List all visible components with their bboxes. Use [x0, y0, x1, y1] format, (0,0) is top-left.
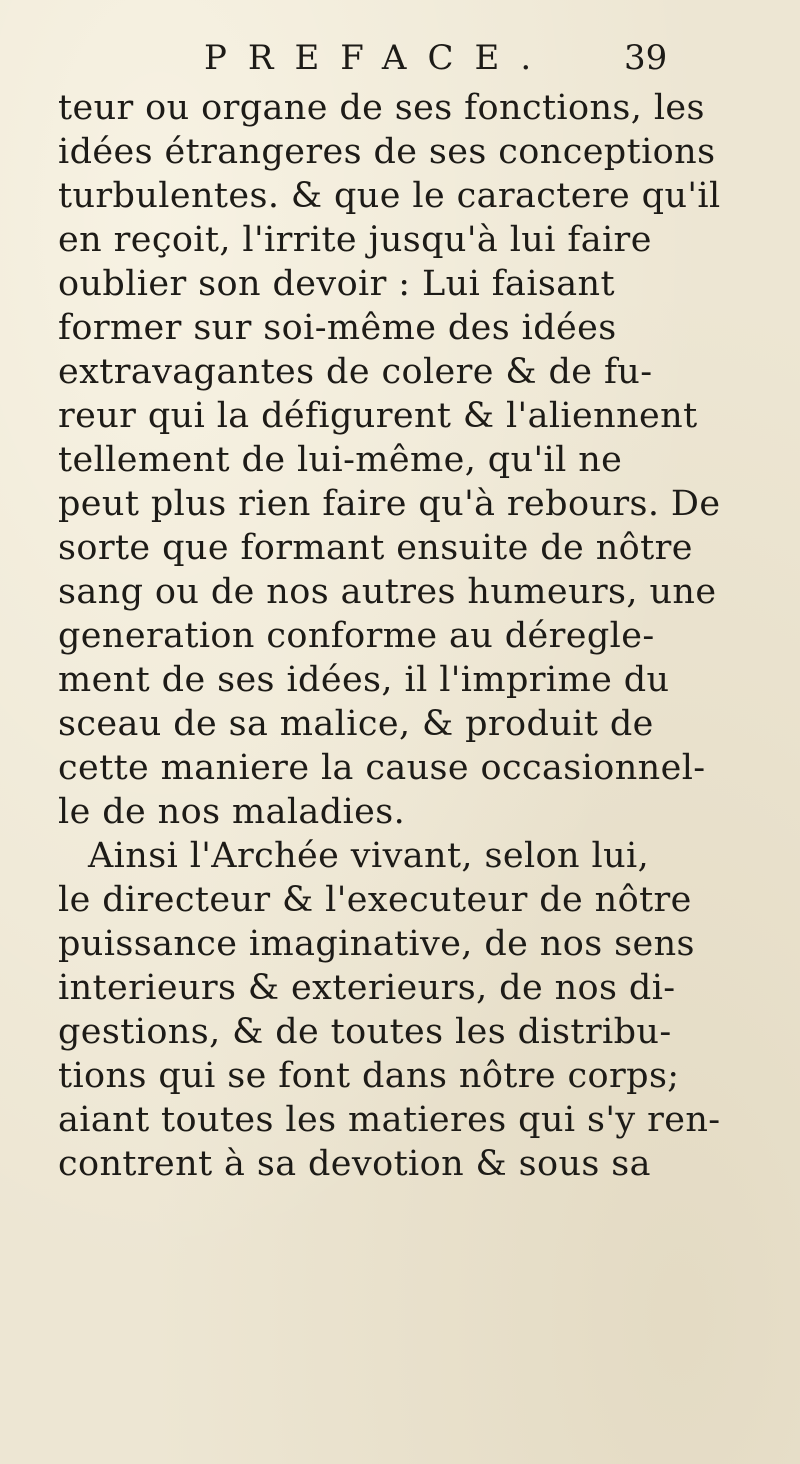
text-line: puissance imaginative, de nos sens: [58, 924, 695, 964]
text-line: extravagantes de colere & de fu-: [58, 352, 653, 392]
text-line: sang ou de nos autres humeurs, une: [58, 572, 717, 612]
text-line: reur qui la défigurent & l'aliennent: [58, 396, 698, 436]
text-line: turbulentes. & que le caractere qu'il: [58, 176, 721, 216]
text-line: le directeur & l'executeur de nôtre: [58, 880, 692, 920]
text-line: aiant toutes les matieres qui s'y ren-: [58, 1100, 721, 1140]
text-line: cette maniere la cause occasionnel-: [58, 748, 706, 788]
text-line: sorte que formant ensuite de nôtre: [58, 528, 693, 568]
text-line: oublier son devoir : Lui faisant: [58, 264, 615, 304]
text-line: teur ou organe de ses fonctions, les: [58, 88, 705, 128]
text-line: le de nos maladies.: [58, 792, 406, 832]
text-line: contrent à sa devotion & sous sa: [58, 1144, 651, 1184]
page-number: 39: [624, 38, 668, 78]
text-line: en reçoit, l'irrite jusqu'à lui faire: [58, 220, 652, 260]
text-line: gestions, & de toutes les distribu-: [58, 1012, 672, 1052]
text-line: tellement de lui-même, qu'il ne: [58, 440, 623, 480]
running-head: [204, 34, 674, 82]
text-line: generation conforme au déregle-: [58, 616, 655, 656]
text-line: sceau de sa malice, & produit de: [58, 704, 654, 744]
text-line: idées étrangeres de ses conceptions: [58, 132, 716, 172]
running-head-title: PREFACE.: [204, 38, 553, 78]
text-line: ment de ses idées, il l'imprime du: [58, 660, 670, 700]
paragraph-start-line: Ainsi l'Archée vivant, selon lui,: [88, 836, 650, 876]
text-line: interieurs & exterieurs, de nos di-: [58, 968, 676, 1008]
text-line: former sur soi-même des idées: [58, 308, 617, 348]
text-line: peut plus rien faire qu'à rebours. De: [58, 484, 721, 524]
body-text: [58, 86, 758, 1186]
text-line: tions qui se font dans nôtre corps;: [58, 1056, 680, 1096]
